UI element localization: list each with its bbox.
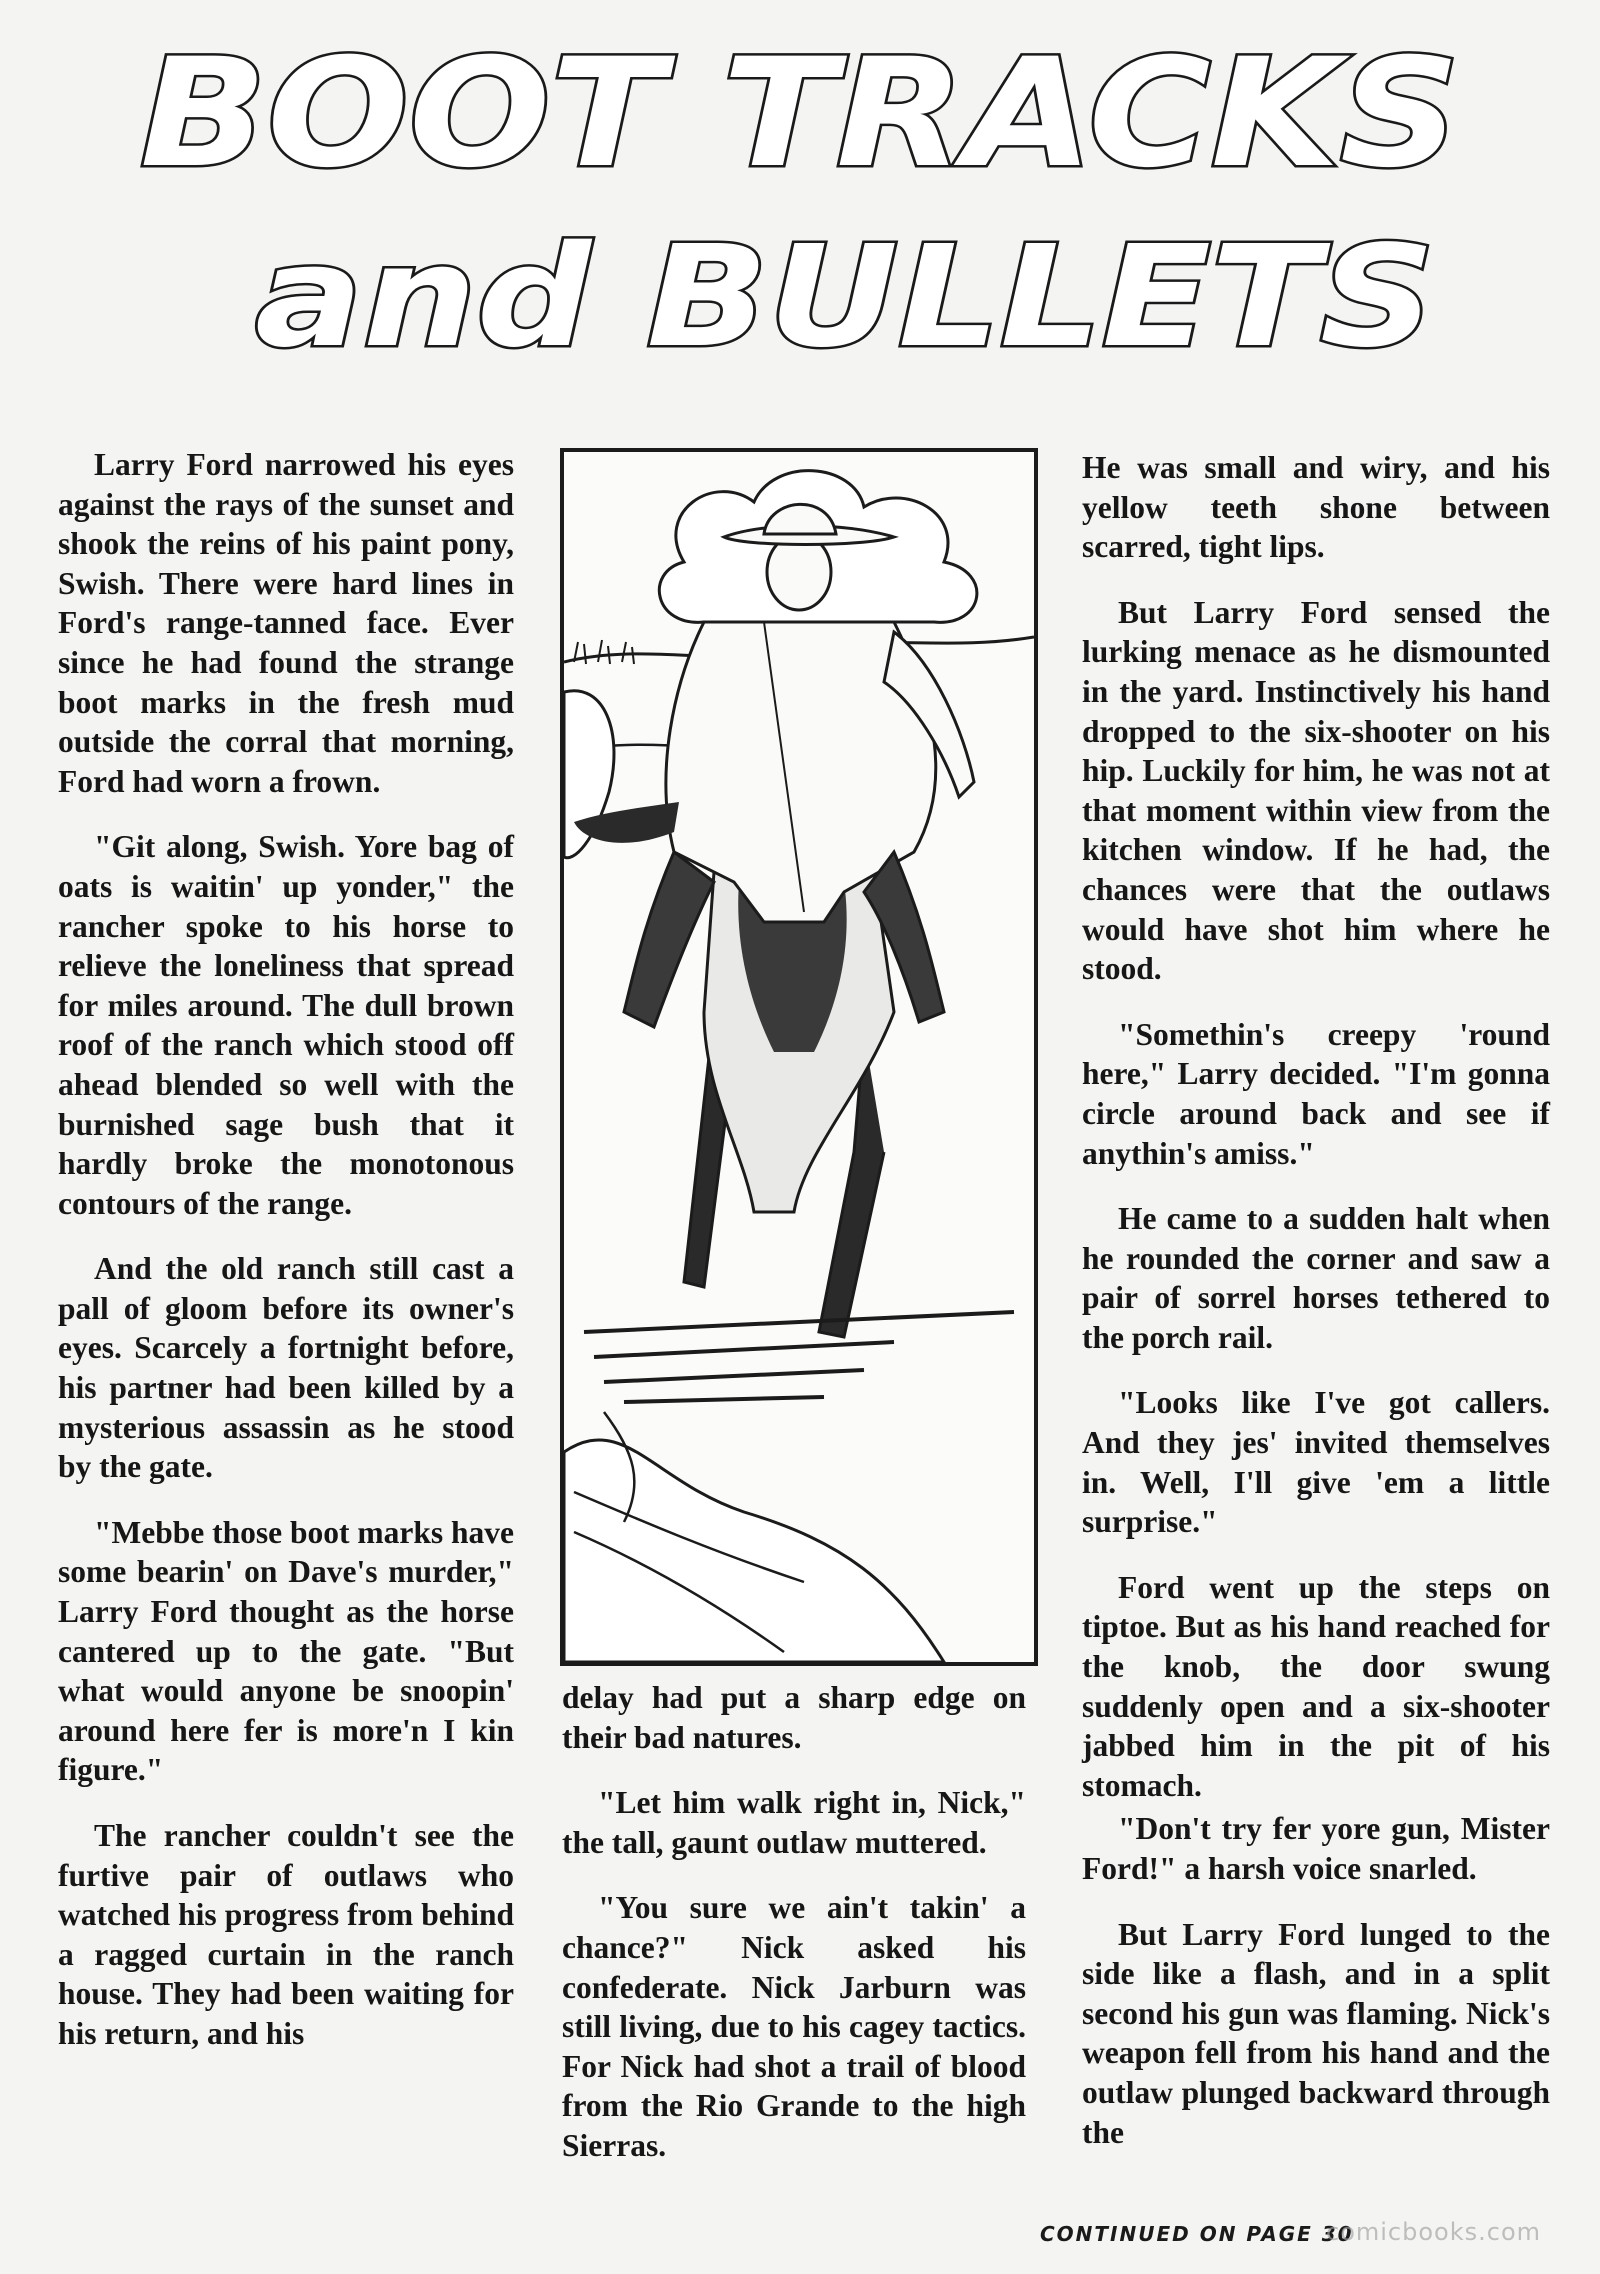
paragraph: "Let him walk right in, Nick," the tall, gaunt outlaw muttered. xyxy=(562,1785,1026,1860)
paragraph: "You sure we ain't takin' a chance?" Nick asked his confederate. Nick Jarburn was still living, due to his cagey tactics. For Nick had shot a trail of blood from the Rio Grande to the high Sierras. xyxy=(562,1890,1026,2163)
cowboy-on-horse-illustration xyxy=(560,448,1038,1666)
paragraph: But Larry Ford sensed the lurking menace as he dismounted in the yard. Instinctively his hand dropped to the six-shooter on his hip. Luckily for him, he was not at that moment within view from the kitchen window. If he had, the chances were that the outlaws would have shot him where he stood. xyxy=(1082,594,1550,987)
paragraph: "Somethin's creepy 'round here," Larry decided. "I'm gonna circle around back and see if anythin's amiss." xyxy=(1082,1016,1550,1171)
text-column-middle xyxy=(562,1678,1026,2192)
paragraph: delay had put a sharp edge on their bad natures. xyxy=(562,1680,1026,1755)
paragraph: The rancher couldn't see the furtive pair of outlaws who watched his progress from behind a ragged curtain in the ranch house. They had been waiting for his return, and his xyxy=(58,1818,514,2051)
paragraph: "Don't try fer yore gun, Mister Ford!" a harsh voice snarled. xyxy=(1082,1811,1550,1886)
story-title xyxy=(0,0,1600,410)
continued-notice: CONTINUED ON PAGE 30 xyxy=(1040,2222,1354,2246)
paragraph: He was small and wiry, and his yellow teeth shone between scarred, tight lips. xyxy=(1082,450,1550,565)
title-line-2: and BULLETS xyxy=(255,216,1435,379)
watermark: comicbooks.com xyxy=(1326,2218,1542,2246)
text-column-right xyxy=(1082,448,1550,2178)
text-column-left xyxy=(58,445,514,2080)
paragraph: Ford went up the steps on tiptoe. But as his hand reached for the knob, the door swung suddenly open and a six-shooter jabbed him in the pit of his stomach. xyxy=(1082,1569,1550,1803)
paragraph: And the old ranch still cast a pall of gloom before its owner's eyes. Scarcely a fortnight before, his partner had been killed by a mysterious assassin as he stood by the gate. xyxy=(58,1251,514,1485)
paragraph: "Looks like I've got callers. And they jes' invited themselves in. Well, I'll give 'em a little surprise." xyxy=(1082,1385,1550,1540)
paragraph: "Git along, Swish. Yore bag of oats is waitin' up yonder," the rancher spoke to his horse to relieve the loneliness that spread for miles around. The dull brown roof of the ranch which stood off ahead blended so well with the burnished sage bush that it hardly broke the monotonous contours of the range. xyxy=(58,829,514,1221)
paragraph: "Mebbe those boot marks have some bearin' on Dave's murder," Larry Ford thought as the horse cantered up to the gate. "But what would anyone be snoopin' around here fer is more'n I kin figure." xyxy=(58,1514,514,1788)
title-line-1: BOOT TRACKS xyxy=(140,27,1460,201)
paragraph: He came to a sudden halt when he rounded the corner and saw a pair of sorrel horses tethered to the porch rail. xyxy=(1082,1201,1550,1355)
paragraph: Larry Ford narrowed his eyes against the rays of the sunset and shook the reins of his paint pony, Swish. There were hard lines in Ford's range-tanned face. Ever since he had found the strange boot marks in the fresh mud outside the corral that morning, Ford had worn a frown. xyxy=(58,447,514,799)
paragraph: But Larry Ford lunged to the side like a flash, and in a split second his gun was flaming. Nick's weapon fell from his hand and the outlaw plunged backward through the xyxy=(1082,1916,1550,2150)
